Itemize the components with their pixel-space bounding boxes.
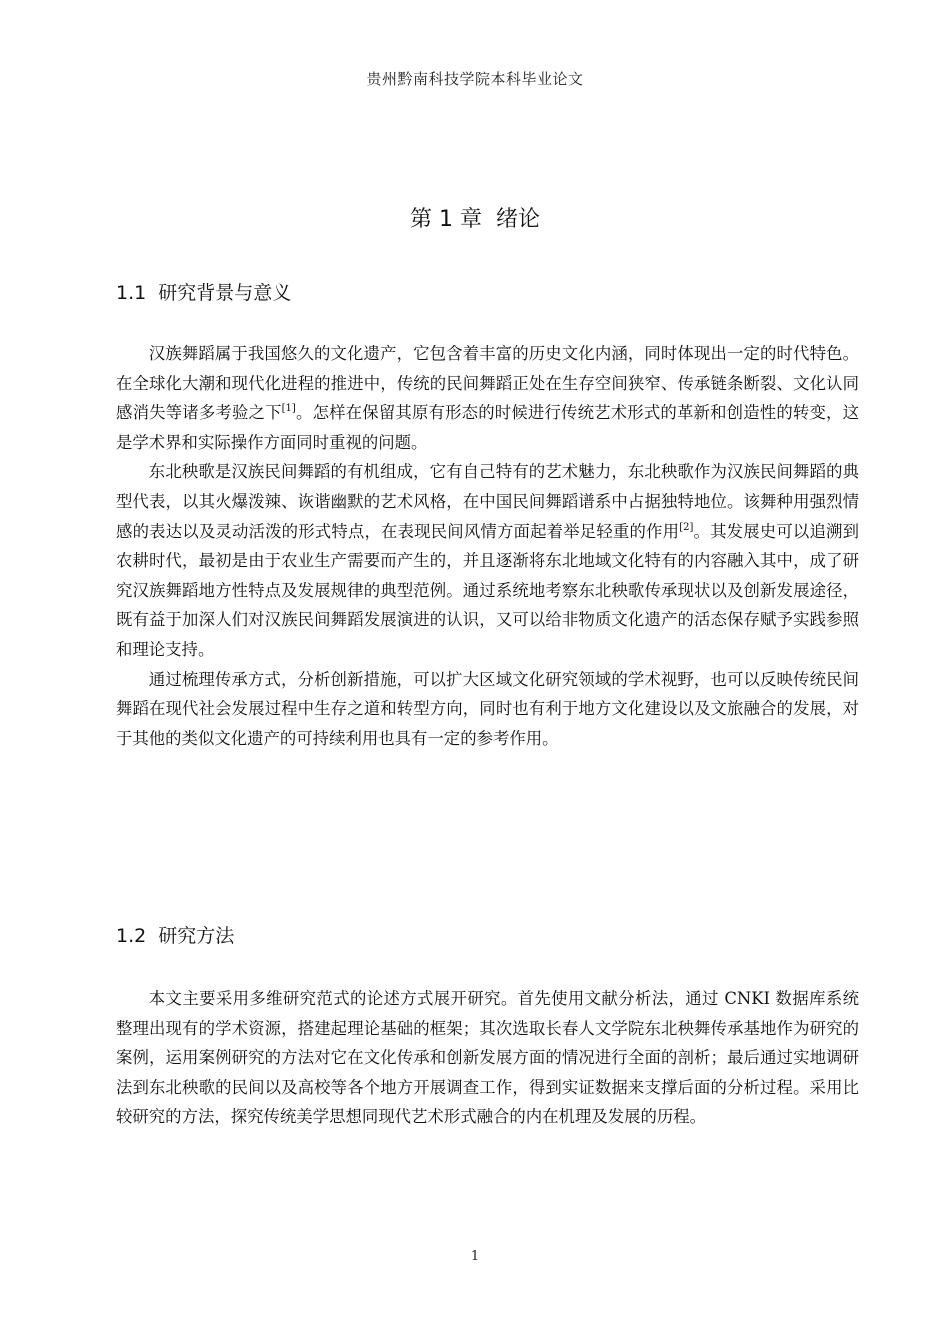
page-number: 1 (470, 1249, 480, 1264)
running-header: 贵州黔南科技学院本科毕业论文 (366, 70, 584, 88)
citation-ref: [1] (281, 403, 296, 415)
paragraph-text: 。怎样在保留其原有形态的时候进行传统艺术形式的革新和创造性的转变，这是学术界和实际操作方面同时重视的问题。 (116, 403, 860, 452)
paragraph-text: 。其发展史可以追溯到农耕时代，最初是由于农业生产需要而产生的，并且逐渐将东北地域文化特有的内容融入其中，成了研究汉族舞蹈地方性特点及发展规律的典型范例。通过系统地考察东北秧歌传承现状以及创新发展途径，既有益于加深人们对汉族民间舞蹈发展演进的认识，又可以给非物质文化遗产的活态保存赋予实践参照和理论支持。 (116, 521, 860, 659)
paragraph (116, 339, 859, 457)
paragraph-text: 本文主要采用多维研究范式的论述方式展开研究。首先使用文献分析法，通过 CNKI 数据库系统整理出现有的学术资源，搭建起理论基础的框架；其次选取长春人文学院东北秧舞传承基地作为研究的案例，运用案例研究的方法对它在文化传承和创新发展方面的情况进行全面的剖析；最后通过实地调研法到东北秧歌的民间以及高校等各个地方开展调查工作，得到实证数据来支撑后面的分析过程。采用比较研究的方法，探究传统美学思想同现代艺术形式融合的内在机理及发展的历程。 (116, 989, 859, 1127)
paragraph (116, 665, 859, 754)
chapter-title: 第 1 章 绪论 (410, 207, 540, 232)
paragraph-text: 东北秧歌是汉族民间舞蹈的有机组成，它有自己特有的艺术魅力，东北秧歌作为汉族民间舞蹈的典型代表，以其火爆泼辣、诙谐幽默的艺术风格，在中国民间舞蹈谱系中占据独特地位。该舞种用强烈情感的表达以及灵动活泼的形式特点，在表现民间风情方面起着举足轻重的作用 (116, 462, 859, 541)
section-heading-1-1: 1.1 研究背景与意义 (116, 282, 292, 304)
paragraph (116, 457, 859, 664)
paragraph (116, 984, 859, 1132)
section-body-1-2 (116, 984, 859, 1132)
section-heading-1-2: 1.2 研究方法 (116, 925, 235, 947)
section-body-1-1 (116, 339, 859, 753)
paragraph-text: 汉族舞蹈属于我国悠久的文化遗产，它包含着丰富的历史文化内涵，同时体现出一定的时代特色。在全球化大潮和现代化进程的推进中，传统的民间舞蹈正处在生存空间狭窄、传承链条断裂、文化认同感消失等诸多考验之下 (116, 344, 859, 423)
paragraph-text: 通过梳理传承方式，分析创新措施，可以扩大区域文化研究领域的学术视野，也可以反映传统民间舞蹈在现代社会发展过程中生存之道和转型方向，同时也有利于地方文化建设以及文旅融合的发展，对于其他的类似文化遗产的可持续利用也具有一定的参考作用。 (116, 669, 859, 748)
citation-ref: [2] (679, 521, 694, 533)
